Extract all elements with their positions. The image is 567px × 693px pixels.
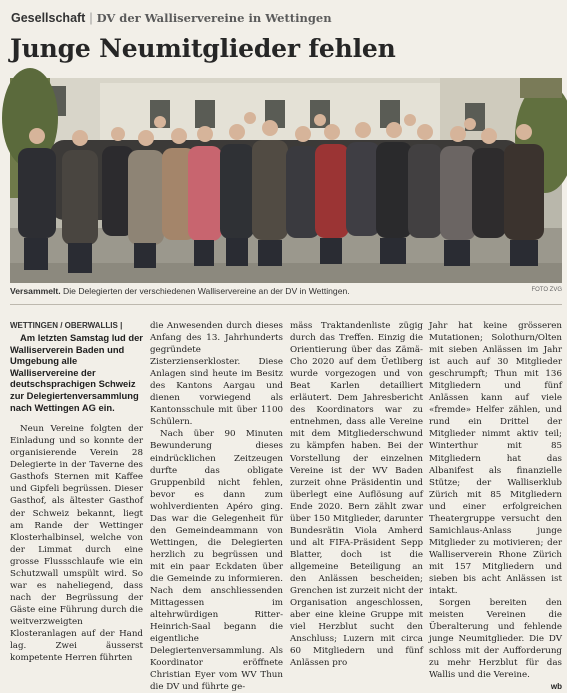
photo-credit: FOTO ZVG bbox=[531, 287, 562, 293]
paragraph: mäss Traktandenliste zügig durch das Treffen. Einzig die Orientierung über das Zämä-Cho 2020 auf dem Üetliberg wurde vorgezogen und von Beat Karlen detailliert erläutert. Dem Jahresbericht des Koordinators war zu entnehmen, dass alle Vereine mit dem Mitgliederschwund zu kämpfen haben. Bei der Vorstellung der einzelnen Vereine ist der WV Baden zurzeit ohne Präsidentin und überlegt eine Auflösung auf Ende 2020. Bern zählt zwar über 150 Mitglieder, darunter Bundesrätin Viola Amherd und alt FIFA-Präsident Sepp Blatter, doch ist die allgemeine Beteiligung an den Anlässen bescheiden; Grenchen ist zurzeit nicht der Organisation angeschlossen, aber eine kleine Gruppe mit viel Herzblut sucht den Anschluss; Luzern mit circa 60 Mitgliedern und fünf Anlässen pro bbox=[290, 321, 423, 669]
group-photo bbox=[10, 78, 562, 283]
photo-caption bbox=[10, 286, 562, 300]
article-column-3 bbox=[290, 320, 423, 669]
article-body bbox=[10, 320, 562, 693]
paragraph: Sorgen bereiten den meisten Vereinen die Überalterung und fehlende junge Neumitglieder. Die DV schloss mit der Aufforderung zu mehr Herzblut für das Wallis und die Vereine. bbox=[429, 598, 562, 681]
caption-lead: Versammelt. bbox=[10, 286, 61, 296]
section-kicker bbox=[11, 11, 556, 25]
paragraph: Nach über 90 Minuten Bewunderung dieses eindrücklichen Zeitzeugen durfte das obligate Gruppenbild nicht fehlen, bevor es dann zum wohlverdienten Apéro ging. Das war die Gelegenheit für den Gemeindeammann von Wettingen, die Delegierten herzlich zu begrüssen und mit ein paar Eckdaten über die Gemeinde zu informieren. Nach dem anschliessenden Mittagessen im altehrwürdigen Ritter-Heinrich-Saal begann die eigentliche Delegiertenversammlung. Als Koordinator eröffnete Christian Eyer vom WV Thun die DV und führte ge- bbox=[150, 429, 283, 693]
kicker-separator: | bbox=[89, 11, 93, 25]
article-lead: Am letzten Samstag lud der Walliserverein Baden und Umgebung alle Walliservereine der deutschsprachigen Schweiz zur Delegiertenversammlung nach Wettingen AG ein. bbox=[10, 332, 143, 413]
article-column-2 bbox=[150, 320, 283, 693]
caption-text: Die Delegierten der verschiedenen Walliservereine an der DV in Wettingen. bbox=[63, 286, 350, 296]
caption-divider bbox=[10, 304, 562, 305]
author-signature: wb bbox=[550, 682, 562, 692]
paragraph: die Anwesenden durch dieses Anfang des 13. Jahrhunderts gegründete Zisterzienserkloster. Diese Anlagen sind heute im Besitz des Kantons Aargau und dienen vorwiegend als Kantonsschule mit über 1100 Schülern. bbox=[150, 321, 283, 428]
headline: Junge Neumitglieder fehlen bbox=[10, 34, 396, 63]
group-photo-illustration bbox=[10, 78, 562, 283]
paragraph: Jahr hat keine grösseren Mutationen; Solothurn/Olten mit sieben Anlässen im Jahr ist auch auf 30 Mitglieder geschrumpft; Thun mit 136 Mitgliedern und fünf Anlässen kann auf viele «fremde» Helfer zählen, und rund ein Drittel der Mitglieder nimmt aktiv teil; Winterthur mit 85 Mitgliedern hat das Albanifest als finanzielle Stütze; der Walliserklub Zürich mit 85 Mitgliedern und einer erfolgreichen Theatergruppe versucht den Samichlaus-Anlass junge Mitglieder zu motivieren; der Walliserverein Rhone Zürich mit 157 Mitgliedern und sieben bis acht Anlässen ist intakt. bbox=[429, 321, 562, 597]
paragraph: Neun Vereine folgten der Einladung und so konnte der organisierende Verein 28 Delegierte in der Taverne des Gasthofs Sternen mit Kaffee und Gipfeli begrüssen. Dieser Gasthof, als ältester Gasthof der Schweiz bekannt, liegt am Rande der Wettinger Klosterhalbinsel, welche von der Limmat durch eine grosse Flussschlaufe wie ein Schutzwall umspült wird. So war es naheliegend, dass nach der Begrüssung der Gäste eine Führung durch die weitverzweigten Klosteranlagen auf der Hand lag. Zwei äusserst kompetente Herren führten bbox=[10, 424, 143, 664]
section-name: Gesellschaft bbox=[11, 11, 86, 25]
article-column-1 bbox=[10, 320, 143, 664]
dateline: WETTINGEN / OBERWALLIS | bbox=[10, 321, 123, 330]
article-column-4 bbox=[429, 320, 562, 692]
section-topic: DV der Walliservereine in Wettingen bbox=[96, 11, 332, 25]
